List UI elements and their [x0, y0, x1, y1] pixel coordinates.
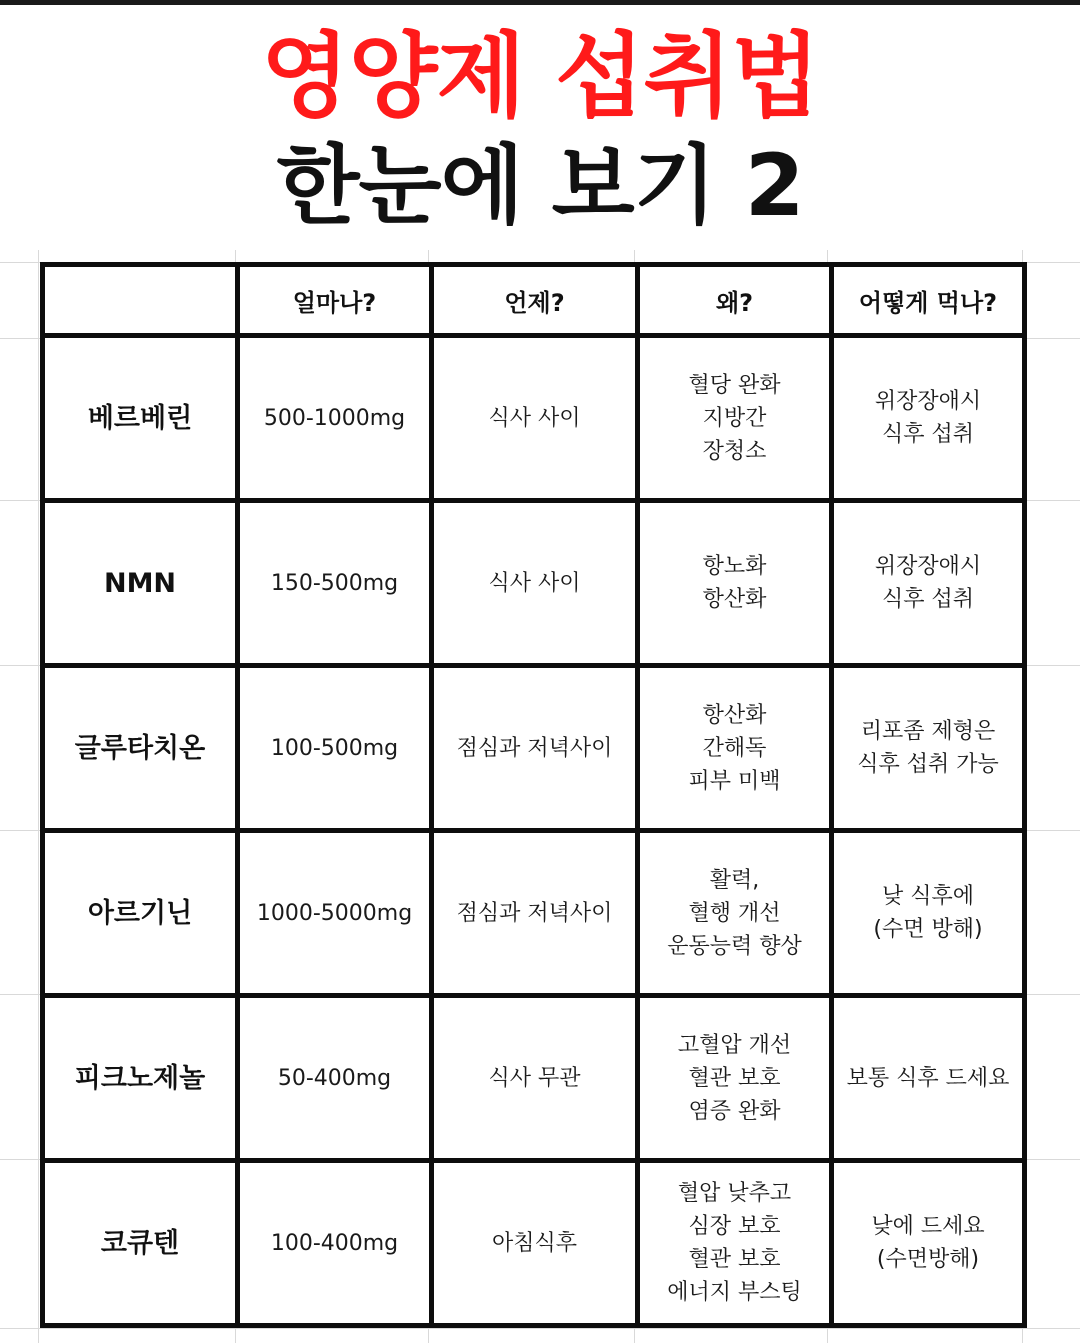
table-row — [43, 996, 1025, 1161]
header-why: 왜? — [638, 265, 832, 336]
title-line-1: 영양제 섭취법 — [260, 23, 820, 130]
top-edge-bar — [0, 0, 1080, 5]
why-cell: 고혈압 개선 혈관 보호 염증 완화 — [638, 996, 832, 1161]
table-row — [43, 501, 1025, 666]
header-row — [43, 265, 1025, 336]
how-cell: 낮에 드세요 (수면방해) — [832, 1161, 1025, 1326]
supplement-name: 글루타치온 — [43, 666, 238, 831]
amount-cell: 50-400mg — [238, 996, 432, 1161]
amount-cell: 100-400mg — [238, 1161, 432, 1326]
why-cell: 항노화 항산화 — [638, 501, 832, 666]
when-cell: 식사 사이 — [432, 501, 638, 666]
table-row — [43, 336, 1025, 501]
amount-cell: 150-500mg — [238, 501, 432, 666]
amount-cell: 100-500mg — [238, 666, 432, 831]
why-cell: 혈당 완화 지방간 장청소 — [638, 336, 832, 501]
table-row — [43, 666, 1025, 831]
when-cell: 식사 무관 — [432, 996, 638, 1161]
when-cell: 식사 사이 — [432, 336, 638, 501]
supplement-name: 아르기닌 — [43, 831, 238, 996]
header-corner — [43, 265, 238, 336]
supplement-name: NMN — [43, 501, 238, 666]
why-cell: 활력, 혈행 개선 운동능력 향상 — [638, 831, 832, 996]
supplement-name: 코큐텐 — [43, 1161, 238, 1326]
when-cell: 점심과 저녁사이 — [432, 666, 638, 831]
how-cell: 위장장애시 식후 섭취 — [832, 336, 1025, 501]
when-cell: 아침식후 — [432, 1161, 638, 1326]
table-row — [43, 1161, 1025, 1326]
how-cell: 낮 식후에 (수면 방해) — [832, 831, 1025, 996]
header-when: 언제? — [432, 265, 638, 336]
header-how: 어떻게 먹나? — [832, 265, 1025, 336]
why-cell: 항산화 간해독 피부 미백 — [638, 666, 832, 831]
how-cell: 보통 식후 드세요 — [832, 996, 1025, 1161]
header-amount: 얼마나? — [238, 265, 432, 336]
how-cell: 리포좀 제형은 식후 섭취 가능 — [832, 666, 1025, 831]
when-cell: 점심과 저녁사이 — [432, 831, 638, 996]
supplement-table — [40, 262, 1027, 1328]
why-cell: 혈압 낮추고 심장 보호 혈관 보호 에너지 부스팅 — [638, 1161, 832, 1326]
how-cell: 위장장애시 식후 섭취 — [832, 501, 1025, 666]
amount-cell: 1000-5000mg — [238, 831, 432, 996]
supplement-name: 피크노제놀 — [43, 996, 238, 1161]
title-line-2: 한눈에 보기 2 — [276, 136, 804, 236]
supplement-name: 베르베린 — [43, 336, 238, 501]
amount-cell: 500-1000mg — [238, 336, 432, 501]
table-row — [43, 831, 1025, 996]
